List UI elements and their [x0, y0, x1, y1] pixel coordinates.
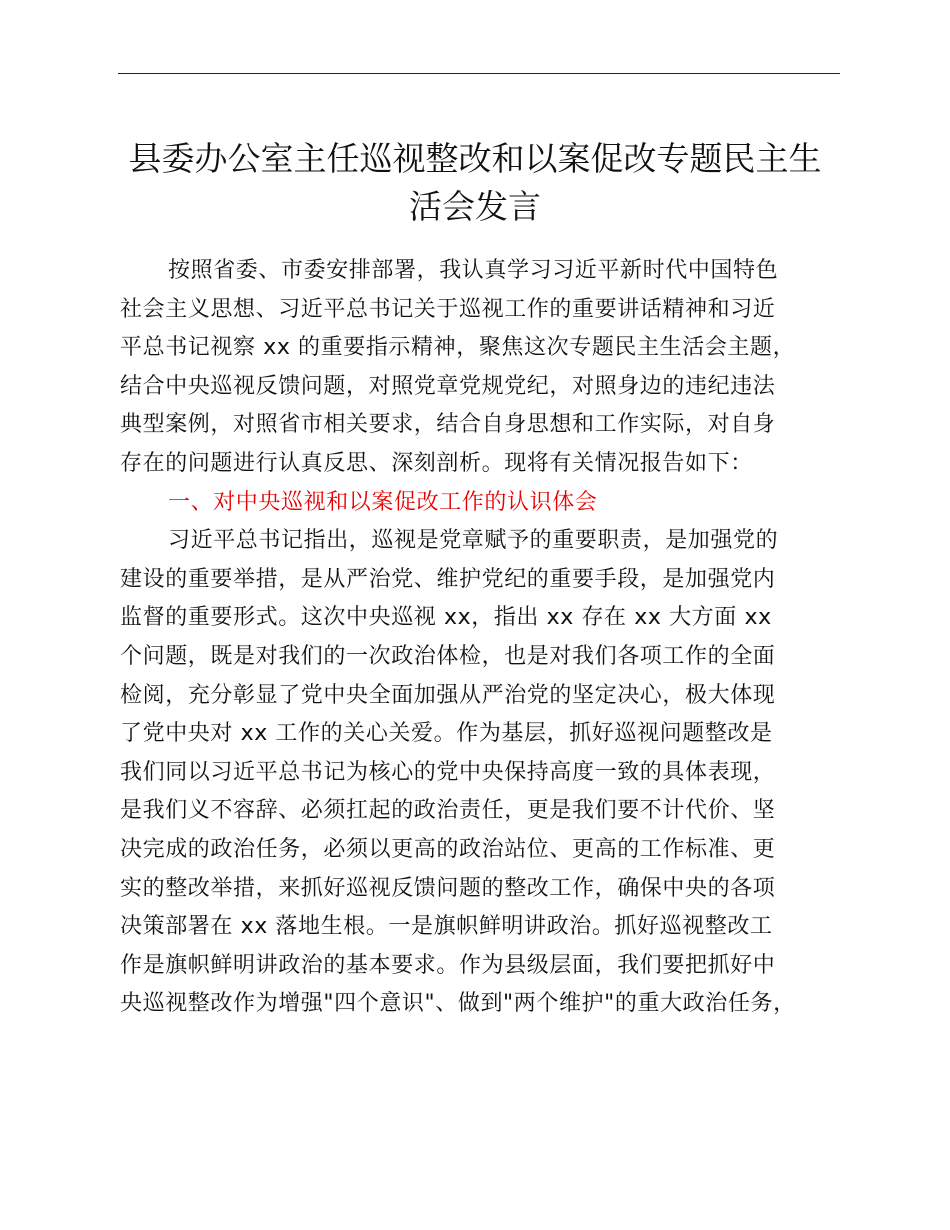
section-line: 是我们义不容辞、必须扛起的政治责任，更是我们要不计代价、坚 [120, 798, 776, 824]
intro-line: 平总书记视察 xx 的重要指示精神，聚焦这次专题民主生活会主题， [120, 335, 796, 361]
section-line: 实的整改举措，来抓好巡视反馈问题的整改工作，确保中央的各项 [120, 875, 776, 901]
section-line: 个问题，既是对我们的一次政治体检，也是对我们各项工作的全面 [120, 643, 776, 669]
title-line: 活会发言 [409, 187, 541, 226]
section-line: 央巡视整改作为增强"四个意识"、做到"两个维护"的重大政治任务， [120, 991, 796, 1017]
intro-line: 存在的问题进行认真反思、深刻剖析。现将有关情况报告如下： [120, 450, 753, 476]
section-heading: 一、对中央巡视和以案促改工作的认识体会 [168, 489, 598, 515]
section-line: 决策部署在 xx 落地生根。一是旗帜鲜明讲政治。抓好巡视整改工 [120, 914, 773, 940]
section-line: 作是旗帜鲜明讲政治的基本要求。作为县级层面，我们要把抓好中 [120, 952, 776, 978]
section-line: 习近平总书记指出，巡视是党章赋予的重要职责，是加强党的 [168, 528, 779, 554]
section-line: 我们同以习近平总书记为核心的党中央保持高度一致的具体表现， [120, 759, 776, 785]
intro-line: 按照省委、市委安排部署，我认真学习习近平新时代中国特色 [168, 258, 779, 283]
intro-line: 社会主义思想、习近平总书记关于巡视工作的重要讲话精神和习近 [120, 296, 776, 322]
document-body [120, 252, 865, 1024]
title-line: 县委办公室主任巡视整改和以案促改专题民主生 [128, 139, 822, 178]
section-line: 检阅，充分彰显了党中央全面加强从严治党的坚定决心，极大体现 [120, 682, 776, 708]
section-line: 建设的重要举措，是从严治党、维护党纪的重要手段，是加强党内 [120, 566, 776, 592]
section-line: 决完成的政治任务，必须以更高的政治站位、更高的工作标准、更 [120, 836, 776, 862]
section-line: 了党中央对 xx 工作的关心关爱。作为基层，抓好巡视问题整改是 [120, 721, 773, 747]
intro-line: 结合中央巡视反馈问题，对照党章党规党纪，对照身边的违纪违法 [120, 373, 776, 399]
header-rule [118, 73, 840, 74]
intro-line: 典型案例，对照省市相关要求，结合自身思想和工作实际，对自身 [120, 412, 776, 438]
section-line: 监督的重要形式。这次中央巡视 xx，指出 xx 存在 xx 大方面 xx [120, 605, 772, 631]
document-title [100, 135, 850, 231]
